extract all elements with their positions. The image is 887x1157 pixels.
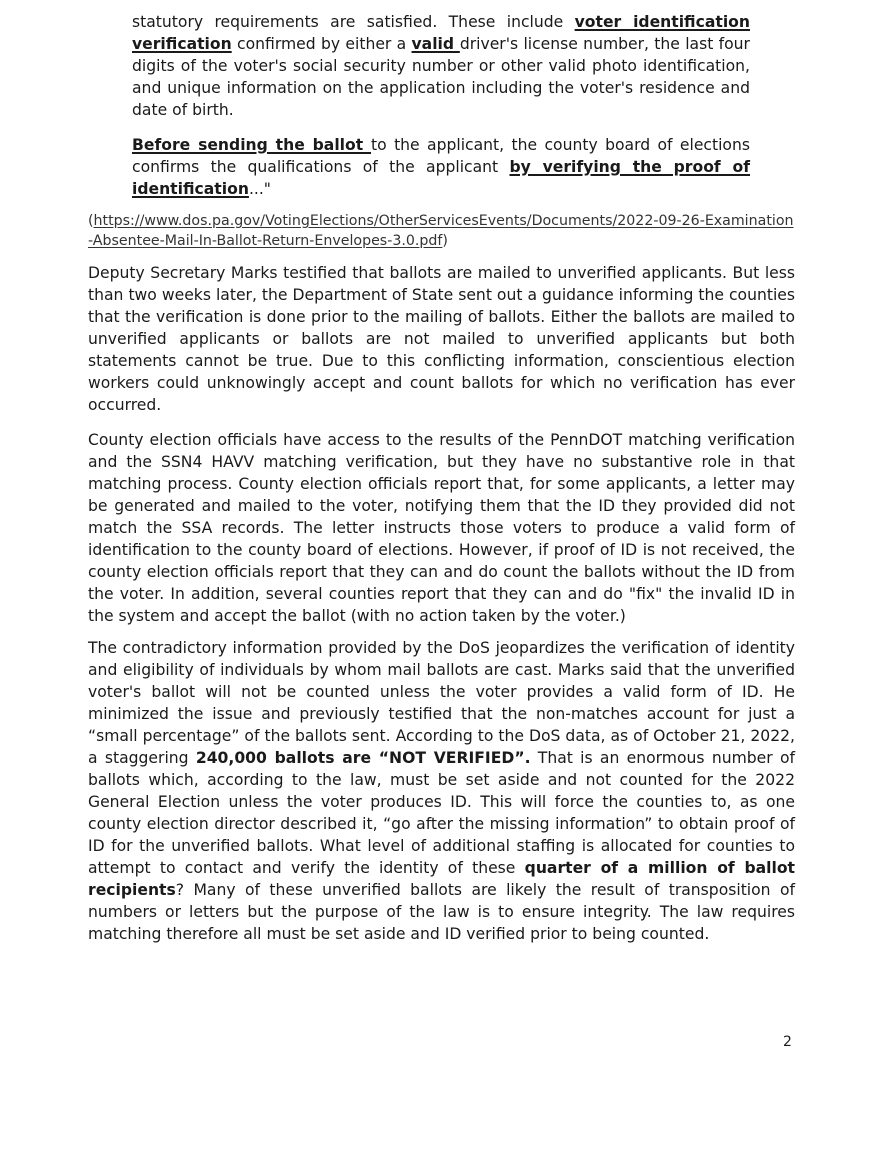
- emphasis-valid: valid: [411, 35, 460, 53]
- quote-paragraph-1: [132, 11, 750, 121]
- page-number: 2: [783, 1034, 792, 1050]
- body-paragraph-3: [88, 637, 795, 945]
- quote-text: driver's license number, the last four digits of the voter's social security number or other valid photo identification, and unique information on the application including the voter's residence and date of birth.: [132, 35, 750, 119]
- quote-text: ...": [248, 180, 271, 198]
- citation: [88, 211, 795, 251]
- emphasis-before-sending: Before sending the ballot: [132, 136, 372, 154]
- body-paragraph-2: County election officials have access to the results of the PennDOT matching verification and the SSN4 HAVV matching verification, but they have no substantive role in that matching process. County election officials report that, for some applicants, a letter may be generated and mailed to the voter, notifying them that the ID they provided did not match the SSA records. The letter instructs those voters to produce a valid form of identification to the county board of elections. However, if proof of ID is not received, the county election officials report that they can and do count the ballots without the ID from the voter. In addition, several counties report that they can and do "fix" the invalid ID in the system and accept the ballot (with no action taken by the voter.): [88, 431, 795, 625]
- body-text: The contradictory information provided by the DoS jeopardizes the verification of identity and eligibility of individuals by whom mail ballots are cast. Marks said that the unverified voter's ballot will not be counted unless the voter provides a valid form of ID. He minimized the issue and previously testified that the non-matches account for just a “small percentage” of the ballots sent. According to the DoS data, as of October 21, 2022, a staggering: [88, 639, 795, 767]
- citation-close: ): [442, 233, 448, 249]
- citation-link[interactable]: https://www.dos.pa.gov/VotingElections/OtherServicesEvents/Documents/2022-09-26-Examination-Absentee-Mail-In-Ballot-Return-Envelopes-3.0.pdf: [88, 213, 794, 249]
- quote-paragraph-2: [132, 134, 750, 200]
- body-text: That is an enormous number of ballots which, according to the law, must be set aside and not counted for the 2022 General Election unless the voter produces ID. This will force the counties to, as one county election director described it, “go after the missing information” to obtain proof of ID for the unverified ballots. What level of additional staffing is allocated for counties to attempt to contact and verify the identity of these: [88, 749, 795, 877]
- emphasis-quarter-million: quarter of a million of ballot recipients: [88, 859, 795, 899]
- body-paragraph-1: Deputy Secretary Marks testified that ballots are mailed to unverified applicants. But less than two weeks later, the Department of State sent out a guidance informing the counties that the verification is done prior to the mailing of ballots. Either the ballots are mailed to unverified applicants or ballots are not mailed to unverified applicants but both statements cannot be true. Due to this conflicting information, conscientious election workers could unknowingly accept and count ballots for which no verification has ever occurred.: [88, 264, 795, 414]
- quote-text: to the applicant, the county board of elections confirms the qualifications of the applicant: [132, 136, 750, 176]
- emphasis-voter-identification: voter identification verification: [132, 13, 750, 53]
- emphasis-not-verified: 240,000 ballots are “NOT VERIFIED”.: [195, 749, 531, 767]
- citation-open: (: [88, 213, 94, 229]
- emphasis-verifying-proof: by verifying the proof of identification: [132, 158, 750, 198]
- quote-text: statutory requirements are satisfied. These include: [132, 13, 575, 31]
- body-text: ? Many of these unverified ballots are likely the result of transposition of numbers or letters but the purpose of the law is to ensure integrity. The law requires matching therefore all must be set aside and ID verified prior to being counted.: [88, 881, 795, 943]
- quote-text: confirmed by either a: [231, 35, 412, 53]
